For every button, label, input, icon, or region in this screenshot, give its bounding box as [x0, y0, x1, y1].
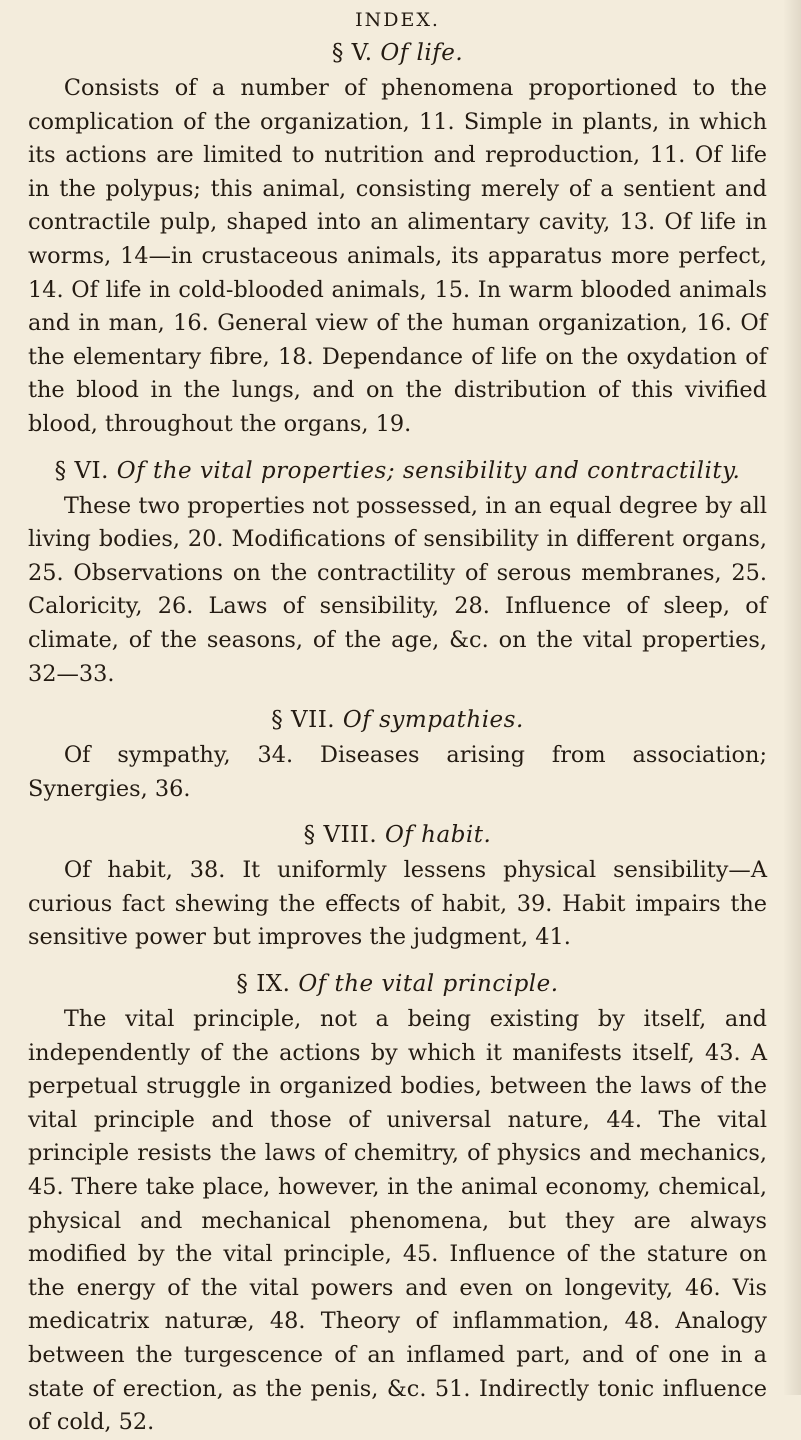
- section-heading: [28, 38, 767, 68]
- section-title: Of the vital principle.: [298, 971, 559, 998]
- section-number: § V.: [331, 40, 373, 66]
- section-body: Of sympathy, 34. Diseases arising from association; Synergies, 36.: [28, 742, 767, 802]
- section-vi: [28, 456, 767, 692]
- section-title: Of the vital properties; sensibility and contractility.: [116, 457, 741, 484]
- running-head: INDEX.: [355, 9, 440, 31]
- section-number: § VIII.: [303, 822, 378, 849]
- section-body: The vital principle, not a being existing by itself, and independently of the actions by which it manifests itself, 43. A perpetual struggle in organized bodies, between the laws of the vital principle and those of universal nature, 44. The vital principle resists the laws of chemitry, of physics and mechanics, 45. There take place, however, in the animal economy, chemical, physical and mechanical phenomena, but they are always modified by the vital principle, 45. Influence of the stature on the energy of the vital powers and even on longevity, 46. Vis medicatrix naturæ, 48. Theory of inflammation, 48. Analogy between the turgescence of an inflamed part, and of one in a state of erection, as the penis, &c. 51. Indirectly tonic influence of cold, 52.: [28, 1006, 767, 1436]
- section-v: [28, 38, 767, 442]
- section-title: Of life.: [380, 40, 464, 66]
- section-body: These two properties not possessed, in an equal degree by all living bodies, 20. Modifications of sensibility in different organs, 25. Observations on the contractility of serous membranes, 25. Caloricity, 26. Laws of sensibility, 28. Influence of sleep, of climate, of the seasons, of the age, &c. on the vital properties, 32—33.: [28, 492, 767, 687]
- section-viii: [28, 820, 767, 955]
- section-title: Of sympathies.: [342, 707, 524, 734]
- section-number: § VII.: [271, 707, 336, 734]
- section-heading: [28, 969, 767, 999]
- section-number: § IX.: [236, 971, 291, 998]
- section-title: Of habit.: [384, 822, 492, 849]
- section-heading: [28, 705, 767, 735]
- section-body: Consists of a number of phenomena proportioned to the complication of the organization, 11. Simple in plants, in which its actions are limited to nutrition and reproduction, 11. Of life in the polypus; this animal, consisting merely of a sentient and contractile pulp, shaped into an alimentary cavity, 13. Of life in worms, 14—in crustaceous animals, its apparatus more perfect, 14. Of life in cold-blooded animals, 15. In warm blooded animals and in man, 16. General view of the human organization, 16. Of the elementary fibre, 18. Dependance of life on the oxydation of the blood in the lungs, and on the distribution of this vivified blood, throughout the organs, 19.: [28, 75, 767, 437]
- section-vii: [28, 705, 767, 806]
- section-body: Of habit, 38. It uniformly lessens physical sensibility—A curious fact shewing the effects of habit, 39. Habit impairs the sensitive power but improves the judgment, 41.: [28, 857, 767, 951]
- section-heading: [28, 456, 767, 486]
- section-heading: [28, 820, 767, 850]
- section-ix: [28, 969, 767, 1440]
- section-number: § VI.: [54, 457, 109, 484]
